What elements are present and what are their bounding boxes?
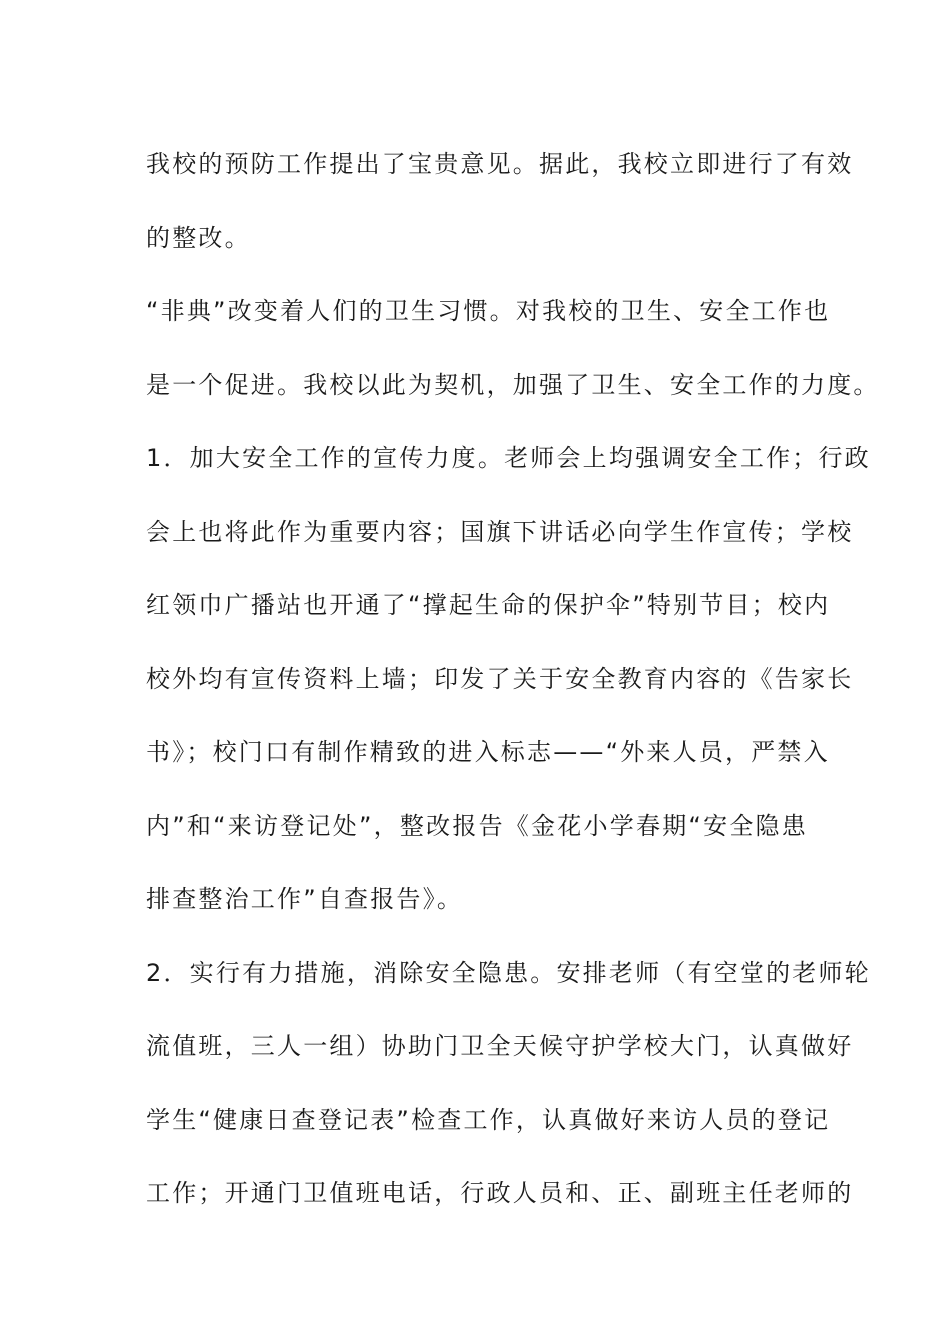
text-line: 流值班，三人一组）协助门卫全天候守护学校大门，认真做好 (146, 1032, 854, 1060)
text-line: 1．加大安全工作的宣传力度。老师会上均强调安全工作；行政 (146, 444, 871, 472)
text-line: 内”和“来访登记处”，整改报告《金花小学春期“安全隐患 (146, 811, 808, 840)
text-line: 会上也将此作为重要内容；国旗下讲话必向学生作宣传；学校 (146, 517, 854, 546)
text-line: 2．实行有力措施，消除安全隐患。安排老师（有空堂的老师轮 (146, 958, 871, 987)
text-line: 的整改。 (146, 223, 251, 252)
text-line: 我校的预防工作提出了宝贵意见。据此，我校立即进行了有效 (146, 150, 854, 178)
text-line: 工作；开通门卫值班电话，行政人员和、正、副班主任老师的 (146, 1179, 854, 1207)
text-line: 书》；校门口有制作精致的进入标志——“外来人员，严禁入 (146, 738, 830, 766)
text-line: 红领巾广播站也开通了“撑起生命的保护伞”特别节目；校内 (146, 591, 831, 619)
text-line: 是一个促进。我校以此为契机，加强了卫生、安全工作的力度。 (146, 370, 880, 399)
text-line: “非典”改变着人们的卫生习惯。对我校的卫生、安全工作也 (146, 297, 831, 325)
text-line: 校外均有宣传资料上墙；印发了关于安全教育内容的《告家长 (146, 664, 854, 693)
text-line: 学生“健康日查登记表”检查工作，认真做好来访人员的登记 (146, 1105, 831, 1134)
document-body (146, 128, 880, 1231)
text-line: 排查整治工作”自查报告》。 (146, 885, 464, 913)
